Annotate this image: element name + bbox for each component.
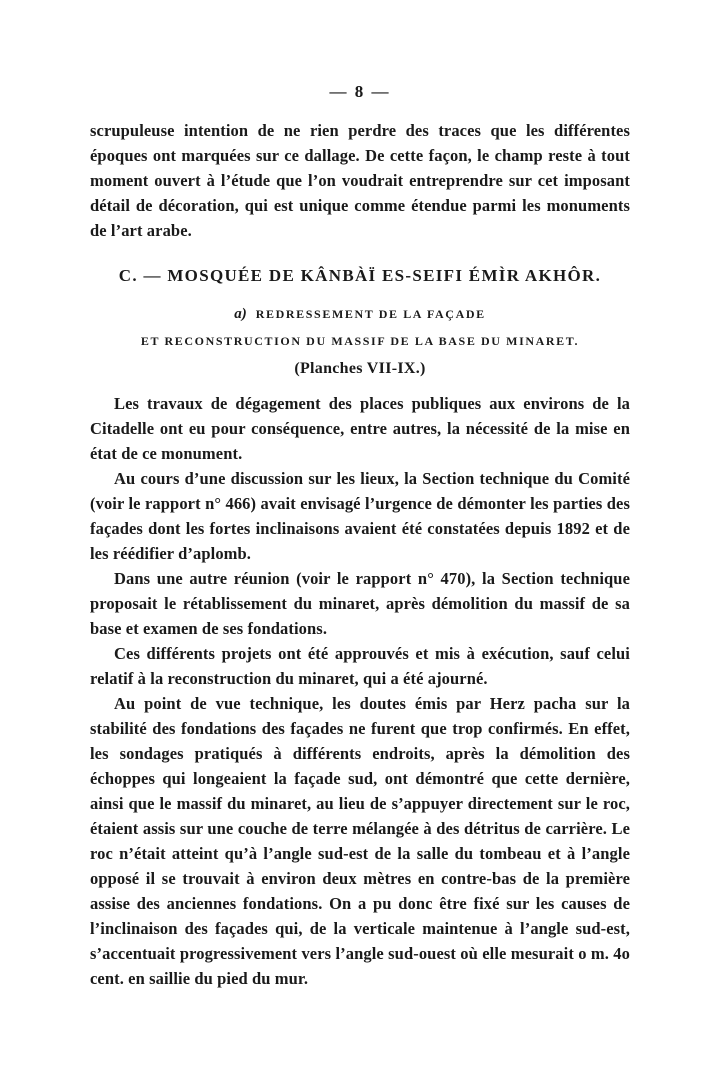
page-number: — 8 —	[329, 82, 391, 101]
subsection-heading-line1	[90, 305, 630, 323]
body-paragraph-2: Au cours d’une discussion sur les lieux, la Section technique du Comité (voir le rapport n° 466) avait envisagé l’urgence de démonter les parties des façades dont les fortes inclinaisons avaient été constatées depuis 1892 et de les réédifier d’aplomb.	[90, 469, 630, 563]
body-paragraph-5: Au point de vue technique, les doutes émis par Herz pacha sur la stabilité des fondations des façades ne furent que trop confirmés. En effet, les sondages pratiqués à différents endroits, après la démolition des échoppes qui longeaient la façade sud, ont démontré que cette dernière, ainsi que le massif du minaret, au lieu de s’appuyer directement sur le roc, étaient assis sur une couche de terre mélangée à des détritus de carrière. Le roc n’était atteint qu’à l’angle sud-est de la salle du tombeau et à l’angle opposé il se trouvait à environ deux mètres en contre-bas de la première assise des anciennes fondations. On a pu donc être fixé sur les causes de l’inclinaison des façades qui, de la verticale maintenue à l’angle sud-est, s’accentuait progressivement vers l’angle sud-ouest où elle mesurait o m. 4o cent. en saillie du pied du mur.	[90, 694, 630, 988]
subsection-title-line2: ET RECONSTRUCTION DU MASSIF DE LA BASE DU MINARET.	[140, 334, 580, 348]
subsection-title-line1: REDRESSEMENT DE LA FAÇADE	[255, 307, 486, 321]
body-paragraph-3: Dans une autre réunion (voir le rapport n° 470), la Section technique proposait le rétablissement du minaret, après démolition du massif de sa base et examen de ses fondations.	[90, 569, 630, 638]
body-paragraph-4: Ces différents projets ont été approuvés et mis à exécution, sauf celui relatif à la reconstruction du minaret, qui a été ajourné.	[90, 644, 630, 688]
body-paragraph-1: Les travaux de dégagement des places publiques aux environs de la Citadelle ont eu pour conséquence, entre autres, la nécessité de la mise en état de ce monument.	[90, 394, 630, 463]
section-heading: C. — MOSQUÉE DE KÂNBÀÏ ES-SEIFI ÉMÌR AKHÔR.	[118, 266, 602, 285]
plates-reference: (Planches VII-IX.)	[294, 360, 426, 377]
subsection-letter-label: a)	[234, 306, 247, 322]
continuation-paragraph: scrupuleuse intention de ne rien perdre des traces que les différentes époques ont marquées sur ce dallage. De cette façon, le champ reste à tout moment ouvert à l’étude que l’on voudrait entreprendre sur cet imposant détail de décoration, qui est unique comme étendue parmi les monuments de l’art arabe.	[90, 121, 630, 240]
